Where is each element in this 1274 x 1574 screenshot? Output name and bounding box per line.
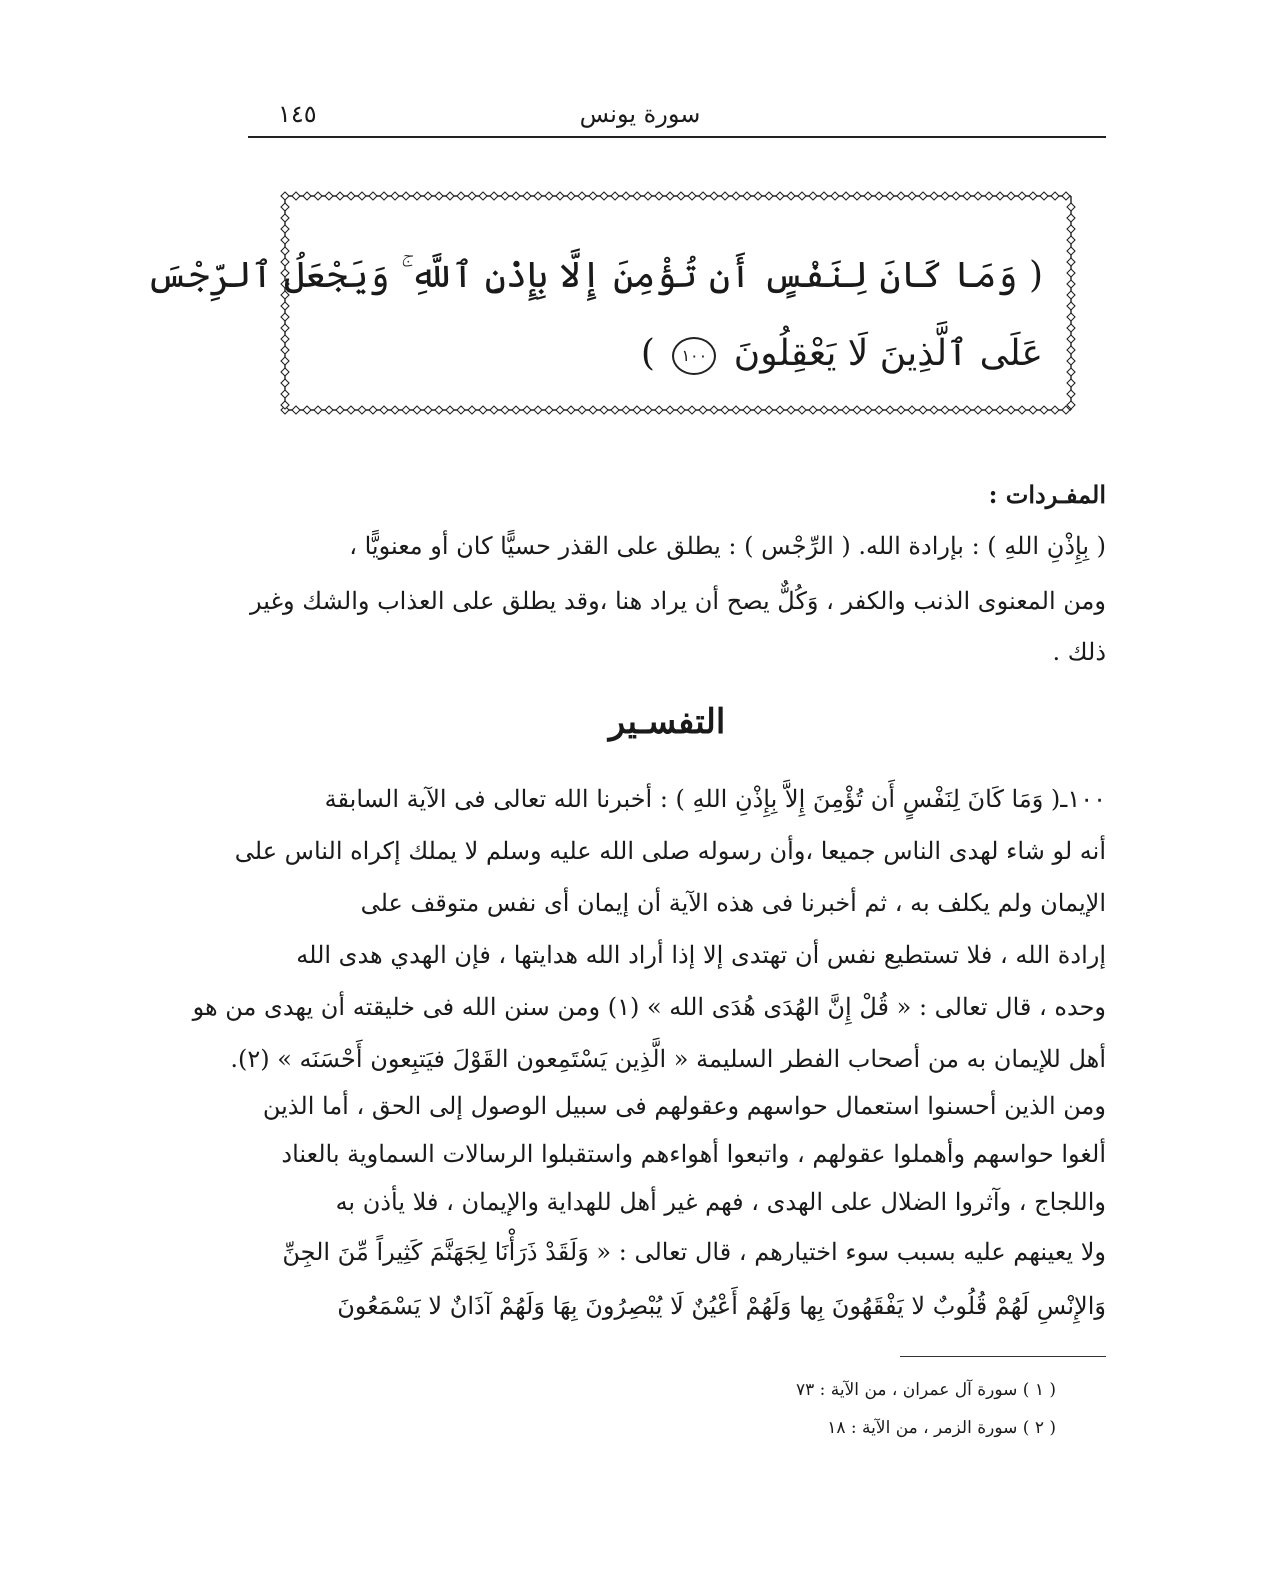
tafsir-line: إرادة الله ، فلا تستطيع نفس أن تهتدى إلا إذا أراد الله هدايتها ، فإن الهدي هدى الله	[296, 941, 1106, 969]
verse-line-1: ( وَمَا كَانَ لِنَفْسٍ أَن تُؤْمِنَ إِلَّا بِإِذْنِ ٱللَّهِ ۚ وَيَجْعَلُ ٱلرِّجْسَ	[146, 255, 1043, 296]
tafsir-line: وَالإِنْسِ لَهُمْ قُلُوبٌ لا يَفْقَهُونَ بِها وَلَهُمْ أَعْيُنٌ لَا يُبْصِرُونَ بِهَا وَلَهُمْ آذَانٌ لا يَسْمَعُونَ	[337, 1292, 1106, 1320]
tafsir-line: ولا يعينهم عليه بسبب سوء اختيارهم ، قال تعالى : « وَلَقَدْ ذَرَأْنَا لِجَهَنَّمَ كَثِيراً مِّنَ الجِنِّ	[282, 1238, 1106, 1266]
verse-number-marker: ١٠٠	[672, 337, 716, 375]
tafsir-heading: التفسـير	[608, 702, 726, 742]
footnote-rule	[900, 1356, 1106, 1357]
tafsir-line: واللجاج ، وآثروا الضلال على الهدى ، فهم غير أهل للهداية والإيمان ، فلا يأذن به	[335, 1188, 1106, 1216]
footnote-1: ( ١ ) سورة آل عمران ، من الآية : ٧٣	[795, 1380, 1056, 1400]
tafsir-line: أهل للإيمان به من أصحاب الفطر السليمة « الَّذِين يَسْتَمِعون القَوْلَ فيَتبِعون أَحْسَنَه » (٢).	[230, 1045, 1106, 1073]
tafsir-line: ومن الذين أحسنوا استعمال حواسهم وعقولهم فى سبيل الوصول إلى الحق ، أما الذين	[262, 1092, 1106, 1120]
verse-frame	[146, 190, 1077, 416]
running-header-title: سورة يونس	[579, 100, 701, 128]
page-number: ١٤٥	[278, 100, 317, 128]
vocabulary-heading: المفـردات :	[988, 480, 1106, 509]
header-rule	[248, 136, 1106, 138]
verse-close-paren: )	[640, 333, 655, 374]
ornamental-border	[146, 190, 1077, 416]
vocabulary-line: ذلك .	[1052, 638, 1106, 666]
tafsir-line: وحده ، قال تعالى : « قُلْ إِنَّ الهُدَى هُدَى الله » (١) ومن سنن الله فى خليقته أن يهدى من هو	[192, 993, 1106, 1021]
footnote-2: ( ٢ ) سورة الزمر ، من الآية : ١٨	[827, 1418, 1056, 1438]
tafsir-line: الإيمان ولم يكلف به ، ثم أخبرنا فى هذه الآية أن إيمان أى نفس متوقف على	[360, 889, 1106, 917]
tafsir-line: ١٠٠ـ( وَمَا كَانَ لِنَفْسٍ أَن تُؤْمِنَ إِلاَّ بِإِذْنِ اللهِ ) : أخبرنا الله تعالى فى الآية السابقة	[324, 785, 1106, 813]
tafsir-line: ألغوا حواسهم وأهملوا عقولهم ، واتبعوا أهواءهم واستقبلوا الرسالات السماوية بالعناد	[281, 1140, 1106, 1168]
vocabulary-line: ومن المعنوى الذنب والكفر ، وَكُلٌّ يصح أن يراد هنا ،وقد يطلق على العذاب والشك وغير	[250, 587, 1106, 615]
verse-line-2	[309, 330, 1043, 378]
vocabulary-line: ( بِإِذْنِ اللهِ ) : بإرادة الله. ( الرِّجْس ) : يطلق على القذر حسيًّا كان أو معنويًّا ،	[349, 532, 1106, 560]
verse-text: عَلَى ٱلَّذِينَ لَا يَعْقِلُونَ	[733, 333, 1043, 374]
tafsir-line: أنه لو شاء لهدى الناس جميعا ،وأن رسوله صلى الله عليه وسلم لا يملك إكراه الناس على	[234, 837, 1106, 865]
